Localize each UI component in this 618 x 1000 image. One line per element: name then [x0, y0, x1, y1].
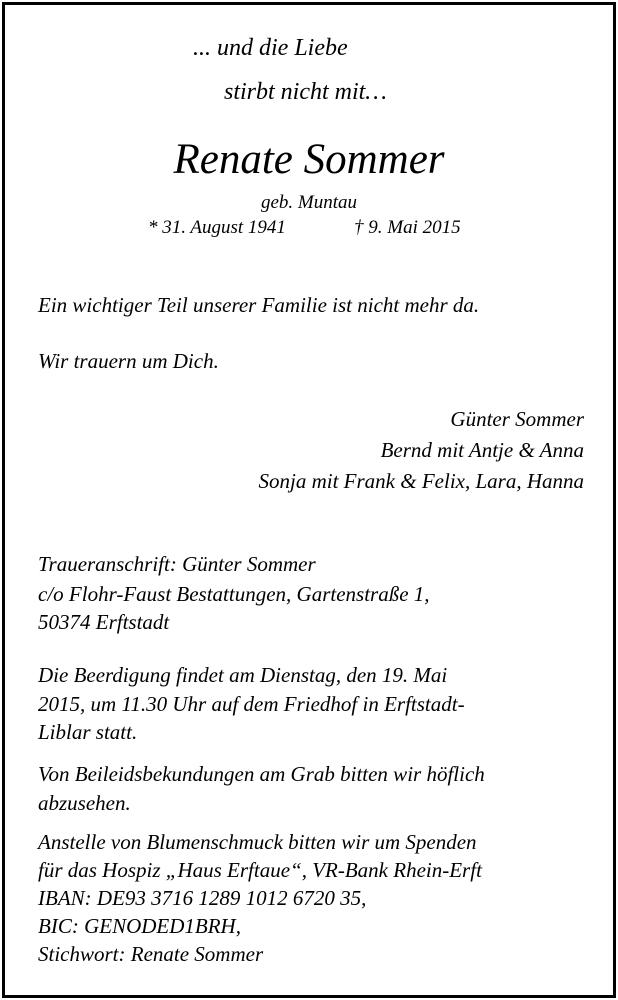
- birth-date: * 31. August 1941: [148, 217, 286, 238]
- donation-keyword: Stichwort: Renate Sommer: [38, 942, 264, 966]
- condolences-line: Von Beileidsbekundungen am Grab bitten wir höflich: [38, 762, 485, 786]
- mourner: Günter Sommer: [450, 407, 584, 431]
- funeral-line: Die Beerdigung findet am Dienstag, den 19. Mai: [38, 663, 448, 687]
- address-line: Traueranschrift: Günter Sommer: [38, 552, 316, 576]
- death-date: † 9. Mai 2015: [354, 217, 461, 238]
- condolences-line: abzusehen.: [38, 791, 131, 815]
- donation-line: Anstelle von Blumenschmuck bitten wir um Spenden: [38, 830, 477, 854]
- birth-name: geb. Muntau: [260, 192, 358, 213]
- message-line-2: Wir trauern um Dich.: [38, 349, 219, 373]
- donation-line: für das Hospiz „Haus Erftaue“, VR-Bank Rhein-Erft: [38, 858, 482, 882]
- funeral-line: 2015, um 11.30 Uhr auf dem Friedhof in Erftstadt-: [38, 692, 465, 716]
- address-line: c/o Flohr-Faust Bestattungen, Gartenstraße 1,: [38, 582, 430, 606]
- motto-line-2: stirbt nicht mit…: [224, 79, 387, 105]
- donation-bic: BIC: GENODED1BRH,: [38, 914, 241, 938]
- address-line: 50374 Erftstadt: [38, 610, 170, 634]
- funeral-line: Liblar statt.: [38, 720, 138, 744]
- deceased-name: Renate Sommer: [173, 136, 445, 183]
- donation-iban: IBAN: DE93 3716 1289 1012 6720 35,: [38, 886, 367, 910]
- message-line-1: Ein wichtiger Teil unserer Familie ist nicht mehr da.: [38, 293, 480, 317]
- obituary-notice: [2, 2, 616, 998]
- motto-line-1: ... und die Liebe: [193, 35, 348, 61]
- mourner: Bernd mit Antje & Anna: [380, 438, 584, 462]
- mourner: Sonja mit Frank & Felix, Lara, Hanna: [258, 469, 584, 493]
